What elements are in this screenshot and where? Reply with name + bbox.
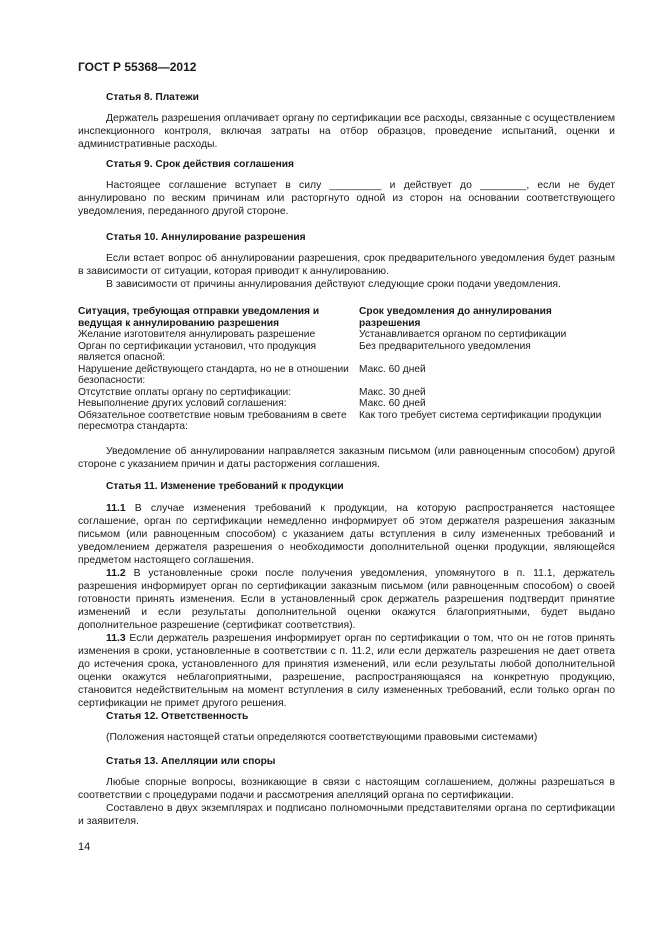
article-10-paragraph-1: Если встает вопрос об аннулировании разрешения, срок предварительного уведомления будет разным в зависимости от ситуации, которая приводит к аннулированию.	[78, 253, 615, 277]
table-cell-situation: Желание изготовителя аннулировать разрешение	[78, 329, 316, 340]
table-header-row	[78, 306, 615, 329]
table-cell-situation: Невыполнение других условий соглашения:	[78, 398, 287, 409]
item-number: 11.1	[106, 503, 126, 514]
table-header-situation: Ситуация, требующая отправки уведомления и ведущая к аннулированию разрешения	[78, 306, 320, 329]
article-13-paragraph-2: Составлено в двух экземплярах и подписано полномочными представителями органа по сертификации и заявителя.	[78, 803, 615, 827]
table-row	[78, 364, 615, 387]
table-cell-situation: Орган по сертификации установил, что продукция является опасной:	[78, 340, 317, 363]
article-11-item-1	[78, 502, 615, 567]
document-header: ГОСТ Р 55368—2012	[78, 60, 197, 74]
table-cell-term: Как того требует система сертификации продукции	[359, 409, 602, 421]
table-row	[78, 398, 615, 410]
table-cell-term: Макс. 30 дней	[359, 386, 426, 398]
table-cell-term: Макс. 60 дней	[359, 363, 426, 375]
article-11-item-2	[78, 567, 615, 632]
table-cell-situation: Нарушение действующего стандарта, но не в отношении безопасности:	[78, 363, 349, 386]
article-10-notice	[78, 445, 615, 471]
item-text: В случае изменения требований к продукции, на которую распространяется настоящее соглашение, орган по сертификации немедленно информирует об этом держателя разрешения заказным письмом (или равноценным способом) с указанием даты вступления в силу измененных требований и уведомлением держателя разрешения о необходимости дополнительной оценки продукции, являющейся предметом настоящего соглашения.	[78, 503, 615, 566]
article-13-title: Статья 13. Апелляции или споры	[106, 756, 276, 767]
table-cell-term: Макс. 60 дней	[359, 398, 426, 409]
article-12-paragraph: (Положения настоящей статьи определяются соответствующими правовыми системами)	[106, 732, 538, 743]
table-row	[78, 341, 615, 364]
table-cell-term: Устанавливается органом по сертификации	[359, 329, 567, 340]
table-cell-situation: Обязательное соответствие новым требованиям в свете пересмотра стандарта:	[78, 409, 347, 432]
item-number: 11.2	[106, 568, 126, 579]
table-row	[78, 329, 615, 341]
page-number: 14	[78, 841, 91, 853]
article-10	[78, 232, 615, 291]
item-number: 11.3	[106, 633, 126, 644]
article-9-title: Статья 9. Срок действия соглашения	[106, 159, 294, 170]
article-12-title: Статья 12. Ответственность	[106, 711, 249, 722]
item-text: Если держатель разрешения информирует орган по сертификации о том, что он не готов принять изменения в сроки, установленные в соответствии с п. 11.2, или если держатель разрешения не дает ответа до истечения срока, установленного для принятия изменений, или если результаты любой дополнительной оценки окажутся неблагоприятными, разрешение, распространяющаяся на конкретную продукцию, становится недействительным на момент вступления в силу измененных требований, если только орган по сертификации не примет другого решения.	[78, 633, 615, 709]
article-13-paragraph-1: Любые спорные вопросы, возникающие в связи с настоящим соглашением, должны разрешаться в соответствии с процедурами подачи и рассмотрения апелляций органа по сертификации.	[78, 777, 615, 801]
termination-table	[78, 306, 615, 433]
table-row	[78, 410, 615, 433]
table-row	[78, 387, 615, 399]
table-cell-term: Без предварительного уведомления	[359, 340, 531, 352]
article-9	[78, 159, 615, 218]
article-10-title: Статья 10. Аннулирование разрешения	[106, 232, 306, 243]
article-11-title: Статья 11. Изменение требований к продукции	[106, 481, 344, 492]
article-11	[78, 481, 615, 710]
article-11-item-3	[78, 632, 615, 710]
article-10-paragraph-2: В зависимости от причины аннулирования действуют следующие сроки подачи уведомления.	[106, 279, 561, 290]
article-8-title: Статья 8. Платежи	[106, 92, 199, 103]
article-12	[78, 711, 615, 744]
article-9-paragraph: Настоящее соглашение вступает в силу _________ и действует до ________, если не будет аннулировано по веским причинам или расторгнуто одной из сторон на основании соответствующего уведомления, переданного другой стороне.	[78, 180, 615, 217]
article-13	[78, 756, 615, 828]
article-8-paragraph: Держатель разрешения оплачивает органу по сертификации все расходы, связанные с осуществлением инспекционного контроля, включая затраты на отбор образцов, проведение испытаний, оценки и административные расходы.	[78, 113, 615, 150]
table-cell-situation: Отсутствие оплаты органу по сертификации:	[78, 386, 292, 398]
article-10-paragraph-3: Уведомление об аннулировании направляется заказным письмом (или равноценным способом) другой стороне с указанием причин и даты расторжения соглашения.	[78, 446, 615, 470]
item-text: В установленные сроки после получения уведомления, упомянутого в п. 11.1, держатель разрешения информирует орган по сертификации заказным письмом (или равноценным способом) о своей готовности принять изменения. Если в установленный срок держатель разрешения подтвердит принятие изменений и если результаты дополнительной оценки окажутся благоприятными, будет выдано дополнительное разрешение (сертификат соответствия).	[78, 568, 616, 631]
termination-table-wrap	[78, 306, 615, 433]
article-8	[78, 92, 615, 151]
table-header-term: Срок уведомления до аннулирования разрешения	[359, 306, 552, 329]
